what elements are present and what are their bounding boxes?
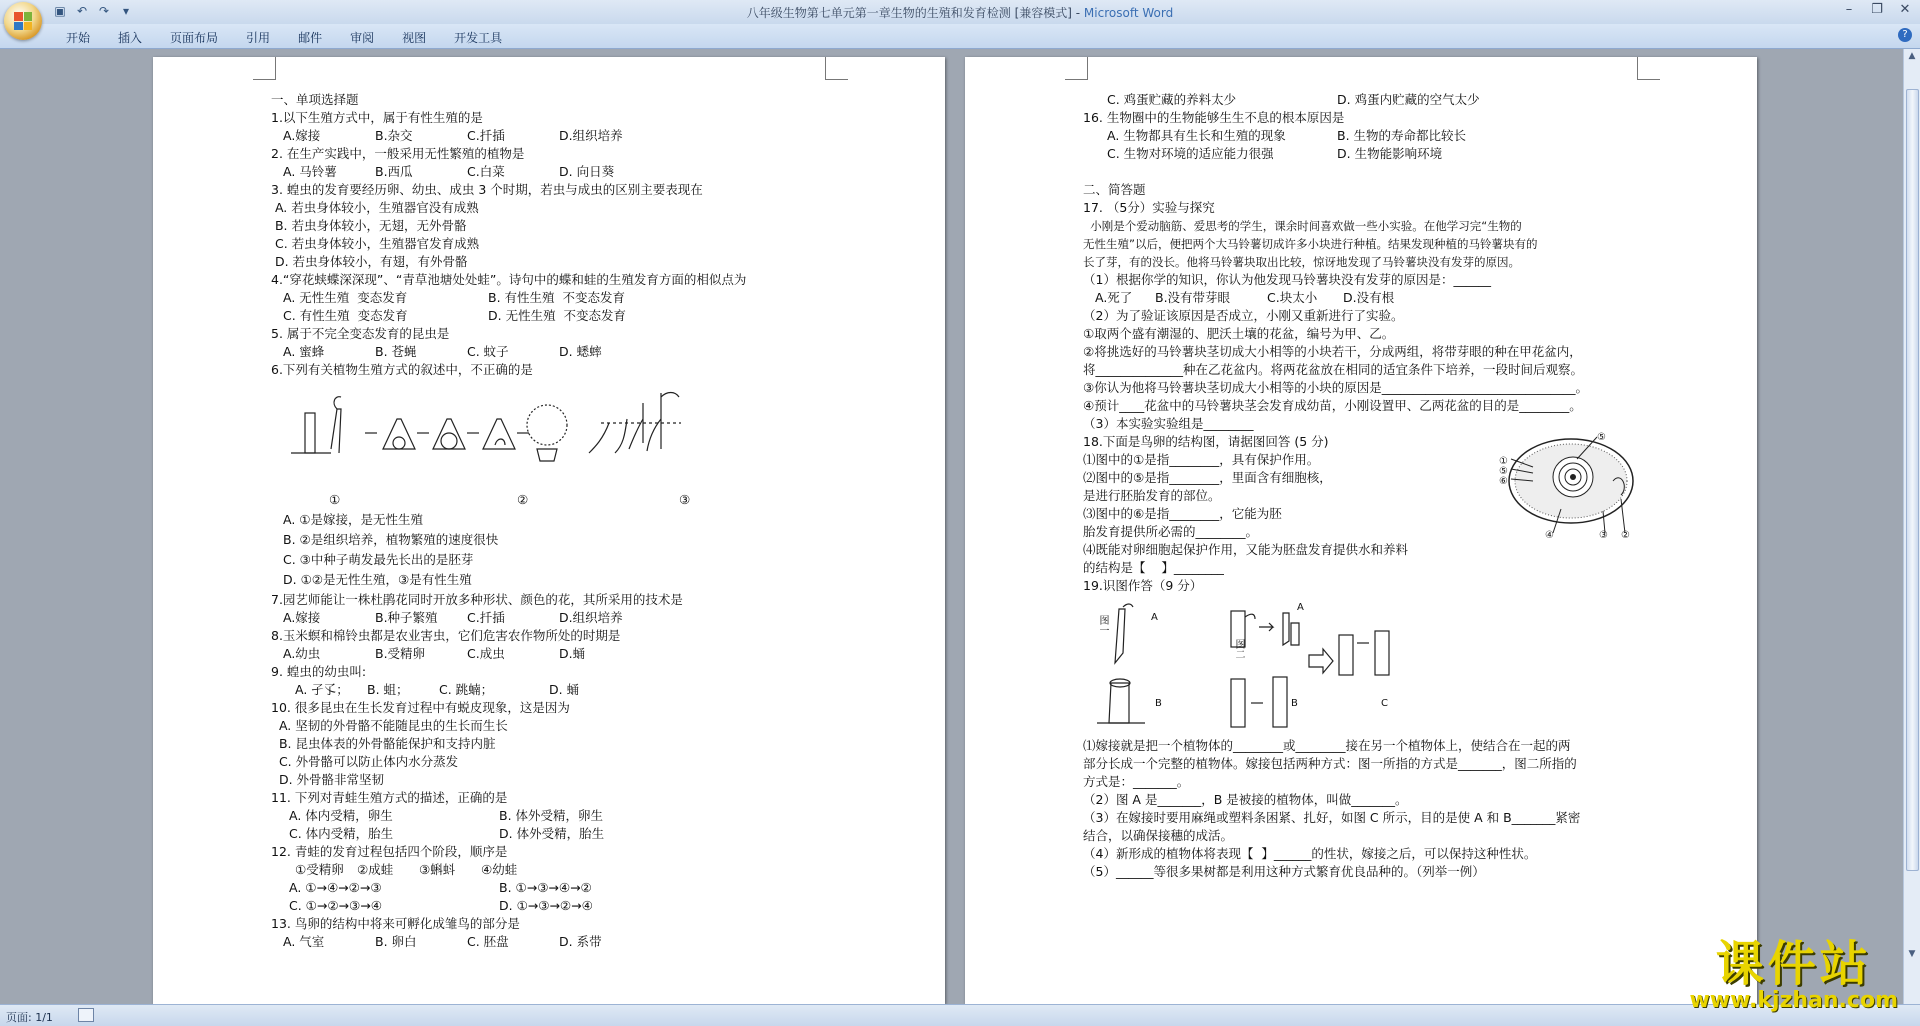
option-text: A. ①→④→②→③	[289, 880, 382, 895]
option-text: B. 生物的寿命都比较长	[1337, 128, 1467, 143]
text-line: 1.以下生殖方式中，属于有性生殖的是	[271, 110, 483, 125]
figure-label: ③	[679, 492, 691, 507]
q18-block	[1083, 433, 1723, 577]
text-line: 二、简答题	[1083, 182, 1146, 197]
crop-mark	[253, 57, 276, 80]
vertical-scrollbar[interactable]	[1903, 49, 1920, 1004]
option-text: C. 有性生殖 变态发育	[283, 308, 408, 323]
option-text: C. ①→②→③→④	[289, 898, 382, 913]
option-text: A. 无性生殖 变态发育	[283, 290, 408, 305]
q6-option: B. ②是组织培养，植物繁殖的速度很快	[283, 532, 499, 547]
text-line	[1083, 127, 1723, 145]
story-line: 长了芽，有的没长。他将马铃薯块取出比较，惊讶地发现了马铃薯块没有发芽的原因。	[1083, 255, 1520, 269]
text-line: D. 若虫身体较小，有翅，有外骨骼	[271, 254, 468, 269]
restore-icon[interactable]: ❐	[1871, 2, 1883, 17]
document-page-1[interactable]	[153, 57, 945, 1004]
text-line: ⑶图中的⑥是指________，它能为胚	[1083, 506, 1282, 521]
text-line: ①取两个盛有潮湿的、肥沃土壤的花盆，编号为甲、乙。	[1083, 326, 1395, 341]
text-line: D. 外骨骼非常坚韧	[271, 772, 385, 787]
figure-label: A	[1151, 612, 1158, 623]
figure-label: B	[1291, 698, 1298, 709]
text-line: 方式是：_______。	[1083, 774, 1190, 789]
text-line: ④预计____花盆中的马铃薯块茎会发育成幼苗，小刚设置甲、乙两花盆的目的是________。	[1083, 398, 1582, 413]
scroll-down-icon[interactable]: ▼	[1908, 949, 1916, 959]
text-line: ③你认为他将马铃薯块茎切成大小相等的小块的原因是_______________________________。	[1083, 380, 1588, 395]
option-text: D.没有根	[1343, 290, 1395, 305]
redo-icon[interactable]: ↷	[98, 4, 110, 18]
text-line: 12. 青蛙的发育过程包括四个阶段，顺序是	[271, 844, 508, 859]
text-line	[1083, 91, 1723, 109]
crop-mark	[825, 57, 848, 80]
q6-option: C. ③中种子萌发最先长出的是胚芽	[283, 552, 474, 567]
site-watermark	[1689, 925, 1898, 1013]
text-line: 胎发育提供所必需的________。	[1083, 524, 1259, 539]
option-text: B.没有带芽眼	[1155, 290, 1231, 305]
grafting-figure	[1083, 599, 1723, 737]
option-text: ④幼蛙	[481, 862, 518, 877]
text-line: （2）为了验证该原因是否成立，小刚又重新进行了实验。	[1083, 308, 1404, 323]
option-text: A. 生物都具有生长和生殖的现象	[1107, 128, 1286, 143]
text-line: 4.“穿花蛱蝶深深现”、“青草池塘处处蛙”。诗句中的蝶和蛙的生殖发育方面的相似点为	[271, 272, 747, 287]
text-line	[271, 163, 911, 181]
save-icon[interactable]: ▣	[54, 4, 66, 18]
text-line: 是进行胚胎发育的部位。	[1083, 488, 1221, 503]
text-line: 的结构是【 】________	[1083, 560, 1224, 575]
option-text: D. 系带	[559, 934, 602, 949]
text-line: （2）图 A 是_______，B 是被接的植物体，叫做_______。	[1083, 792, 1408, 807]
text-line: B. 昆虫体表的外骨骼能保护和支持内脏	[271, 736, 496, 751]
option-text: C. 鸡蛋贮藏的养料太少	[1107, 92, 1237, 107]
text-line	[271, 609, 911, 627]
window-controls	[1840, 2, 1914, 17]
text-line	[271, 825, 911, 843]
figure-label: B	[1155, 698, 1162, 709]
figure-label: A	[1297, 602, 1304, 613]
figure-label: ①	[329, 492, 341, 507]
crop-mark	[1065, 57, 1088, 80]
egg-label: ②	[1621, 530, 1630, 541]
text-line: ⑴图中的①是指________，具有保护作用。	[1083, 452, 1320, 467]
document-page-2[interactable]	[965, 57, 1757, 1004]
text-line	[271, 681, 911, 699]
status-bar	[0, 1004, 1920, 1026]
option-text: ①受精卵	[295, 862, 344, 877]
option-text: C. 跳蝻；	[439, 682, 494, 697]
text-line: 17. （5分）实验与探究	[1083, 200, 1215, 215]
office-logo-icon	[14, 12, 32, 30]
option-text: C.白菜	[467, 164, 505, 179]
text-line	[271, 127, 911, 145]
egg-label: ①	[1499, 456, 1508, 467]
title-bar	[0, 0, 1920, 24]
page-count: 页面: 1/1	[6, 1011, 53, 1024]
crop-mark	[1637, 57, 1660, 80]
bird-egg-diagram	[1493, 429, 1643, 546]
option-text: A. 气室	[283, 934, 325, 949]
page2-text	[1083, 91, 1723, 881]
option-text: C.扦插	[467, 128, 505, 143]
egg-label: ③	[1599, 530, 1608, 541]
text-line: 16. 生物圈中的生物能够生生不息的根本原因是	[1083, 110, 1345, 125]
text-line	[1083, 163, 1723, 181]
option-text: D. 鸡蛋内贮藏的空气太少	[1337, 92, 1480, 107]
option-text: A. 马铃薯	[283, 164, 337, 179]
option-text: D. ①→③→②→④	[499, 898, 593, 913]
text-line: 9. 蝗虫的幼虫叫:	[271, 664, 367, 679]
figure-label: 图一	[1097, 615, 1108, 635]
text-line: ⑵图中的⑤是指________，里面含有细胞核，	[1083, 470, 1332, 485]
ribbon-tab-7[interactable]: 开发工具	[454, 31, 503, 45]
option-text: A. 体内受精，卵生	[289, 808, 393, 823]
text-line: （3）在嫁接时要用麻绳或塑料条困紧、扎好，如图 C 所示，目的是使 A 和 B_______紧密	[1083, 810, 1581, 825]
text-line: 2. 在生产实践中，一般采用无性繁殖的植物是	[271, 146, 525, 161]
option-text: D. 蟋蟀	[559, 344, 602, 359]
option-text: B.杂交	[375, 128, 413, 143]
option-text: A. 孑孓；	[295, 682, 349, 697]
text-line: 13. 鸟卵的结构中将来可孵化成雏鸟的部分是	[271, 916, 520, 931]
text-line: 将______________种在乙花盆内。将两花盆放在相同的适宜条件下培养，一段时间后观察。	[1083, 362, 1584, 377]
option-text: A.嫁接	[283, 128, 321, 143]
text-line: B. 若虫身体较小，无翅，无外骨骼	[271, 218, 467, 233]
text-line: （1）根据你学的知识，你认为他发现马铃薯块没有发芽的原因是：______	[1083, 272, 1491, 287]
option-text: ②成蛙	[357, 862, 394, 877]
customize-qat-icon[interactable]: ▾	[122, 4, 130, 18]
text-line: 11. 下列对青蛙生殖方式的描述，正确的是	[271, 790, 508, 805]
option-text: D. 无性生殖 不变态发育	[488, 308, 627, 323]
ribbon-tabs	[0, 24, 1920, 49]
option-text: C. 胚盘	[467, 934, 509, 949]
text-line: ⑷既能对卵细胞起保护作用，又能为胚盘发育提供水和养料	[1083, 542, 1409, 557]
option-text: C. 蚊子	[467, 344, 509, 359]
option-text: D. 生物能影响环境	[1337, 146, 1443, 161]
text-line: A. 若虫身体较小，生殖器官没有成熟	[271, 200, 479, 215]
ribbon-tab-1[interactable]: 插入	[118, 31, 143, 45]
egg-label: ⑤	[1597, 432, 1606, 443]
option-text: D.组织培养	[559, 610, 623, 625]
quick-access-toolbar	[52, 3, 134, 19]
option-text: B.西瓜	[375, 164, 413, 179]
office-button[interactable]	[4, 2, 42, 40]
option-text: B. 有性生殖 不变态发育	[488, 290, 625, 305]
text-line	[271, 879, 911, 897]
help-icon[interactable]: ?	[1898, 28, 1912, 42]
page1-text	[271, 91, 911, 951]
ribbon-tab-5[interactable]: 审阅	[350, 31, 375, 45]
ribbon-tab-2[interactable]: 页面布局	[170, 31, 219, 45]
egg-label: ⑤	[1499, 466, 1508, 477]
option-text: C. 生物对环境的适应能力很强	[1107, 146, 1274, 161]
minimize-icon[interactable]: –	[1845, 2, 1853, 17]
option-text: ③蝌蚪	[419, 862, 456, 877]
scroll-thumb[interactable]	[1906, 89, 1919, 871]
ribbon-tab-3[interactable]: 引用	[246, 31, 271, 45]
option-text: C.扦插	[467, 610, 505, 625]
egg-label: ⑥	[1499, 476, 1508, 487]
text-line: （3）本实验实验组是________	[1083, 416, 1254, 431]
text-line	[271, 307, 911, 325]
figure-label: 图二	[1233, 639, 1244, 659]
text-line: C. 外骨骼可以防止体内水分蒸发	[271, 754, 459, 769]
option-text: A.嫁接	[283, 610, 321, 625]
option-text: B. 苍蝇	[375, 344, 417, 359]
text-line: 6.下列有关植物生殖方式的叙述中，不正确的是	[271, 362, 533, 377]
option-text: D.组织培养	[559, 128, 623, 143]
text-line: ⑴嫁接就是把一个植物体的________或________接在另一个植物体上，使结合在一起的两	[1083, 738, 1571, 753]
text-line: （5）______等很多果树都是利用这种方式繁育优良品种的。（列举一例）	[1083, 864, 1485, 879]
text-line	[271, 807, 911, 825]
text-line	[1083, 289, 1723, 307]
close-icon[interactable]: ✕	[1899, 2, 1911, 17]
text-line: （4）新形成的植物体将表现【 】______的性状，嫁接之后，可以保持这种性状。	[1083, 846, 1537, 861]
watermark-url: www.kjzhan.com	[1689, 988, 1898, 1013]
text-line	[1083, 145, 1723, 163]
q6-option: A. ①是嫁接，是无性生殖	[283, 512, 423, 527]
option-text: D. 向日葵	[559, 164, 615, 179]
text-line: 10. 很多昆虫在生长发育过程中有蜕皮现象，这是因为	[271, 700, 570, 715]
scroll-up-icon[interactable]: ▲	[1908, 51, 1916, 61]
text-line: 结合，以确保接穗的成活。	[1083, 828, 1234, 843]
option-text: B. 蛆；	[367, 682, 409, 697]
text-line	[271, 897, 911, 915]
story-line: 无性生殖”以后，便把两个大马铃薯切成许多小块进行种植。结果发现种植的马铃薯块有的	[1083, 237, 1538, 251]
text-line	[271, 933, 911, 951]
text-line: 8.玉米螟和棉铃虫都是农业害虫，它们危害农作物所处的时期是	[271, 628, 621, 643]
ribbon-tab-6[interactable]: 视图	[402, 31, 427, 45]
q6-option: D. ①②是无性生殖，③是有性生殖	[283, 572, 472, 587]
undo-icon[interactable]: ↶	[76, 4, 88, 18]
text-line: 5. 属于不完全变态发育的昆虫是	[271, 326, 450, 341]
option-text: C.成虫	[467, 646, 505, 661]
watermark-brand: 课件站	[1715, 936, 1872, 992]
text-line	[271, 645, 911, 663]
ribbon-tab-4[interactable]: 邮件	[298, 31, 323, 45]
option-text: A. 蜜蜂	[283, 344, 325, 359]
option-text: C. 体内受精，胎生	[289, 826, 394, 841]
text-line	[271, 289, 911, 307]
option-text: D. 体外受精，胎生	[499, 826, 605, 841]
option-text: D.蛹	[559, 646, 586, 661]
option-text: D. 蛹	[549, 682, 580, 697]
text-line: 7.园艺师能让一株杜鹃花同时开放多种形状、颜色的花，其所采用的技术是	[271, 592, 683, 607]
option-text: B.受精卵	[375, 646, 426, 661]
text-line: C. 若虫身体较小，生殖器官发育成熟	[271, 236, 480, 251]
option-text: A.幼虫	[283, 646, 321, 661]
window-title: 八年级生物第七单元第一章生物的生殖和发育检测 [兼容模式] - Microsoft Word	[746, 6, 1174, 20]
proofing-icon[interactable]	[78, 1008, 94, 1022]
option-text: A.死了	[1095, 290, 1133, 305]
egg-label: ④	[1545, 530, 1554, 541]
option-text: B.种子繁殖	[375, 610, 438, 625]
text-line: 部分长成一个完整的植物体。嫁接包括两种方式：图一所指的方式是_______，图二所指的	[1083, 756, 1577, 771]
text-line: A. 坚韧的外骨骼不能随昆虫的生长而生长	[271, 718, 508, 733]
text-line: ②将挑选好的马铃薯块茎切成大小相等的小块若干，分成两组，将带芽眼的种在甲花盆内，	[1083, 344, 1582, 359]
text-line: 19.识图作答（9 分）	[1083, 578, 1203, 593]
plant-reproduction-figure	[271, 383, 911, 511]
option-text: B. 体外受精，卵生	[499, 808, 604, 823]
text-line: 18.下面是鸟卵的结构图，请据图回答 (5 分)	[1083, 434, 1329, 449]
option-text: C.块太小	[1267, 290, 1318, 305]
story-line: 小刚是个爱动脑筋、爱思考的学生，课余时间喜欢做一些小实验。在他学习完“生物的	[1083, 219, 1522, 233]
text-line	[271, 343, 911, 361]
option-text: B. ①→③→④→②	[499, 880, 592, 895]
figure-label: ②	[517, 492, 529, 507]
text-line: 3. 蝗虫的发育要经历卵、幼虫、成虫 3 个时期，若虫与成虫的区别主要表现在	[271, 182, 703, 197]
figure-label: C	[1381, 698, 1388, 709]
option-text: B. 卵白	[375, 934, 417, 949]
text-line	[271, 861, 911, 879]
text-line: 一、单项选择题	[271, 92, 359, 107]
ribbon-tab-0[interactable]: 开始	[66, 31, 91, 45]
